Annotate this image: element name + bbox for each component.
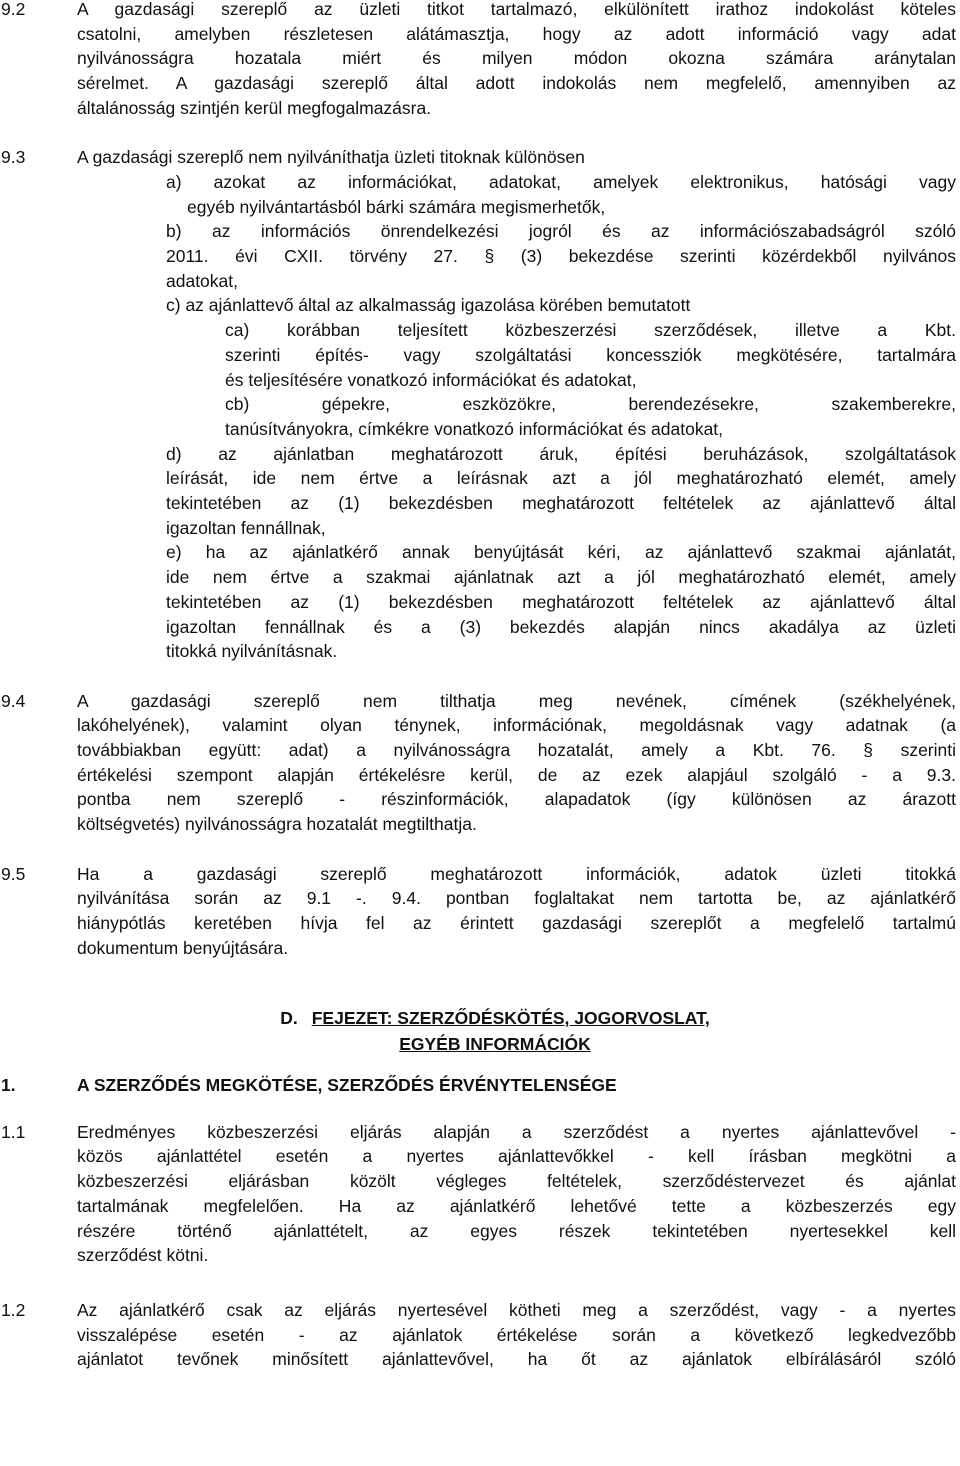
text-line: adatokat, [166, 270, 238, 291]
text-line: a) azokat az információkat, adatokat, amelyek elektronikus, hatósági vagy [166, 171, 956, 192]
list-item-c [166, 293, 956, 318]
text-line: c) az ajánlattevő által az alkalmasság igazolása körében bemutatott [166, 295, 691, 316]
paragraph-number: 9.3 [1, 147, 26, 168]
text-line: tekintetében az (1) bekezdésben meghatározott feltételek az ajánlattevő által [166, 591, 956, 612]
paragraph-9-4 [0, 689, 960, 837]
text-line: csatolni, amelyben részletesen alátámasztja, hogy az adott információ vagy adat [77, 23, 956, 44]
text-line: A gazdasági szereplő nem tilthatja meg nevének, címének (székhelyének, [77, 690, 956, 711]
section-heading [0, 1073, 960, 1098]
text-line: cb) gépekre, eszközökre, berendezésekre, szakemberekre, [225, 394, 956, 415]
paragraph-1-2 [0, 1298, 960, 1372]
text-line: titokká nyilvánításnak. [166, 641, 338, 662]
text-line: sérelmet. A gazdasági szereplő által adott indokolás nem megfelelő, amennyiben az [77, 73, 956, 94]
text-line: általánosság szintjén kerül megfogalmazásra. [77, 97, 432, 118]
heading-text: A SZERZŐDÉS MEGKÖTÉSE, SZERZŐDÉS ÉRVÉNYTELENSÉGE [77, 1075, 617, 1096]
text-line: b) az információs önrendelkezési jogról és az információszabadságról szóló [166, 221, 956, 242]
text-line: 2011. évi CXII. törvény 27. § (3) bekezdése szerinti közérdekből nyilvános [166, 246, 956, 267]
list-item-b [166, 219, 956, 293]
text-line: tartalmának megfelelően. Ha az ajánlatkérő lehetővé tette a közbeszerzés egy [77, 1195, 956, 1216]
list-item-ca [225, 318, 956, 392]
text-line: tekintetében az (1) bekezdésben meghatározott feltételek az ajánlattevő által [166, 493, 956, 514]
text-line: ide nem értve a szakmai ajánlatnak azt a jól meghatározható elemét, amely [166, 567, 956, 588]
text-line: igazoltan fennállnak és a (3) bekezdés alapján nincs akadálya az üzleti [166, 616, 956, 637]
list-item-e [166, 540, 956, 664]
chapter-title [0, 1005, 960, 1057]
text-line: hiánypótlás keretében hívja fel az érintett gazdasági szereplőt a megfelelő tartalmú [77, 912, 956, 933]
text-line: e) ha az ajánlatkérő annak benyújtását kéri, az ajánlattevő szakmai ajánlatát, [166, 542, 956, 563]
text-line: közös ajánlattétel esetén a nyertes ajánlattevőkkel - kell írásban megkötni a [77, 1146, 956, 1167]
paragraph-number: 9.2 [1, 0, 26, 19]
text-line: és teljesítésére vonatkozó információkat és adatokat, [225, 369, 637, 390]
paragraph-number: 1.1 [1, 1121, 26, 1142]
paragraph-number: 9.4 [1, 690, 26, 711]
text-line: A gazdasági szereplő nem nyilváníthatja üzleti titoknak különösen [77, 147, 585, 168]
text-line: dokumentum benyújtására. [77, 937, 289, 958]
text-line: visszalépése esetén - az ajánlatok értékelése során a következő legkedvezőbb [77, 1324, 956, 1345]
text-line: nyilvánosságra hozatala miért és milyen módon okozna számára aránytalan [77, 48, 956, 69]
text-line: nyilvánítása során az 9.1 -. 9.4. pontban foglaltakat nem tartotta be, az ajánlatkérő [77, 888, 956, 909]
text-line: közbeszerzési eljárásban közölt végleges feltételek, szerződéstervezet és ajánlat [77, 1171, 956, 1192]
text-line: értékelési szempont alapján értékelésre kerül, de az ezek alapjául szolgáló - a 9.3. [77, 764, 956, 785]
heading-number: 1. [1, 1075, 16, 1096]
text-line: A gazdasági szereplő az üzleti titkot tartalmazó, elkülönített irathoz indokolást köteles [77, 0, 956, 19]
text-line: Eredményes közbeszerzési eljárás alapján a szerződést a nyertes ajánlattevővel - [77, 1121, 956, 1142]
text-line: egyéb nyilvántartásból bárki számára megismerhetők, [187, 196, 606, 217]
paragraph-9-2 [0, 0, 960, 121]
paragraph-9-3 [0, 145, 960, 664]
chapter-prefix: D. [280, 1008, 298, 1029]
text-line: ajánlatot tevőnek minősített ajánlattevővel, ha őt az ajánlatok elbírálásáról szóló [77, 1349, 956, 1370]
text-line: Az ajánlatkérő csak az eljárás nyertesével kötheti meg a szerződést, vagy - a nyertes [77, 1299, 956, 1320]
text-line: d) az ajánlatban meghatározott áruk, építési beruházások, szolgáltatások [166, 443, 956, 464]
paragraph-1-1 [0, 1120, 960, 1268]
text-line: ca) korábban teljesített közbeszerzési szerződések, illetve a Kbt. [225, 320, 956, 341]
text-line: szerinti építés- vagy szolgáltatási koncessziók megkötésére, tartalmára [225, 344, 956, 365]
paragraph-9-5 [0, 862, 960, 961]
text-line: szerződést kötni. [77, 1245, 209, 1266]
text-line: Ha a gazdasági szereplő meghatározott információk, adatok üzleti titokká [77, 863, 956, 884]
paragraph-number: 1.2 [1, 1299, 26, 1320]
chapter-title-line-2: EGYÉB INFORMÁCIÓK [399, 1034, 591, 1055]
paragraph-number: 9.5 [1, 863, 26, 884]
list-item-cb [225, 392, 956, 441]
text-line: költségvetés) nyilvánosságra hozatalát megtilthatja. [77, 814, 477, 835]
text-line: részére történő ajánlattételt, az egyes részek tekintetében nyertesekkel kell [77, 1220, 956, 1241]
text-line: pontba nem szereplő - részinformációk, alapadatok (így különösen az árazott [77, 789, 956, 810]
list-item-d [166, 442, 956, 541]
text-line: lakóhelyének), valamint olyan ténynek, információnak, megoldásnak vagy adatnak (a [77, 715, 956, 736]
list-item-a [166, 170, 956, 219]
text-line: továbbiakban együtt: adat) a nyilvánosságra hozatalát, amely a Kbt. 76. § szerinti [77, 740, 956, 761]
text-line: leírását, ide nem értve a leírásnak azt a jól meghatározható elemét, amely [166, 468, 956, 489]
text-line: tanúsítványokra, címkékre vonatkozó információkat és adatokat, [225, 418, 724, 439]
text-line: igazoltan fennállnak, [166, 517, 326, 538]
chapter-title-line-1: FEJEZET: SZERZŐDÉSKÖTÉS, JOGORVOSLAT, [311, 1008, 710, 1029]
